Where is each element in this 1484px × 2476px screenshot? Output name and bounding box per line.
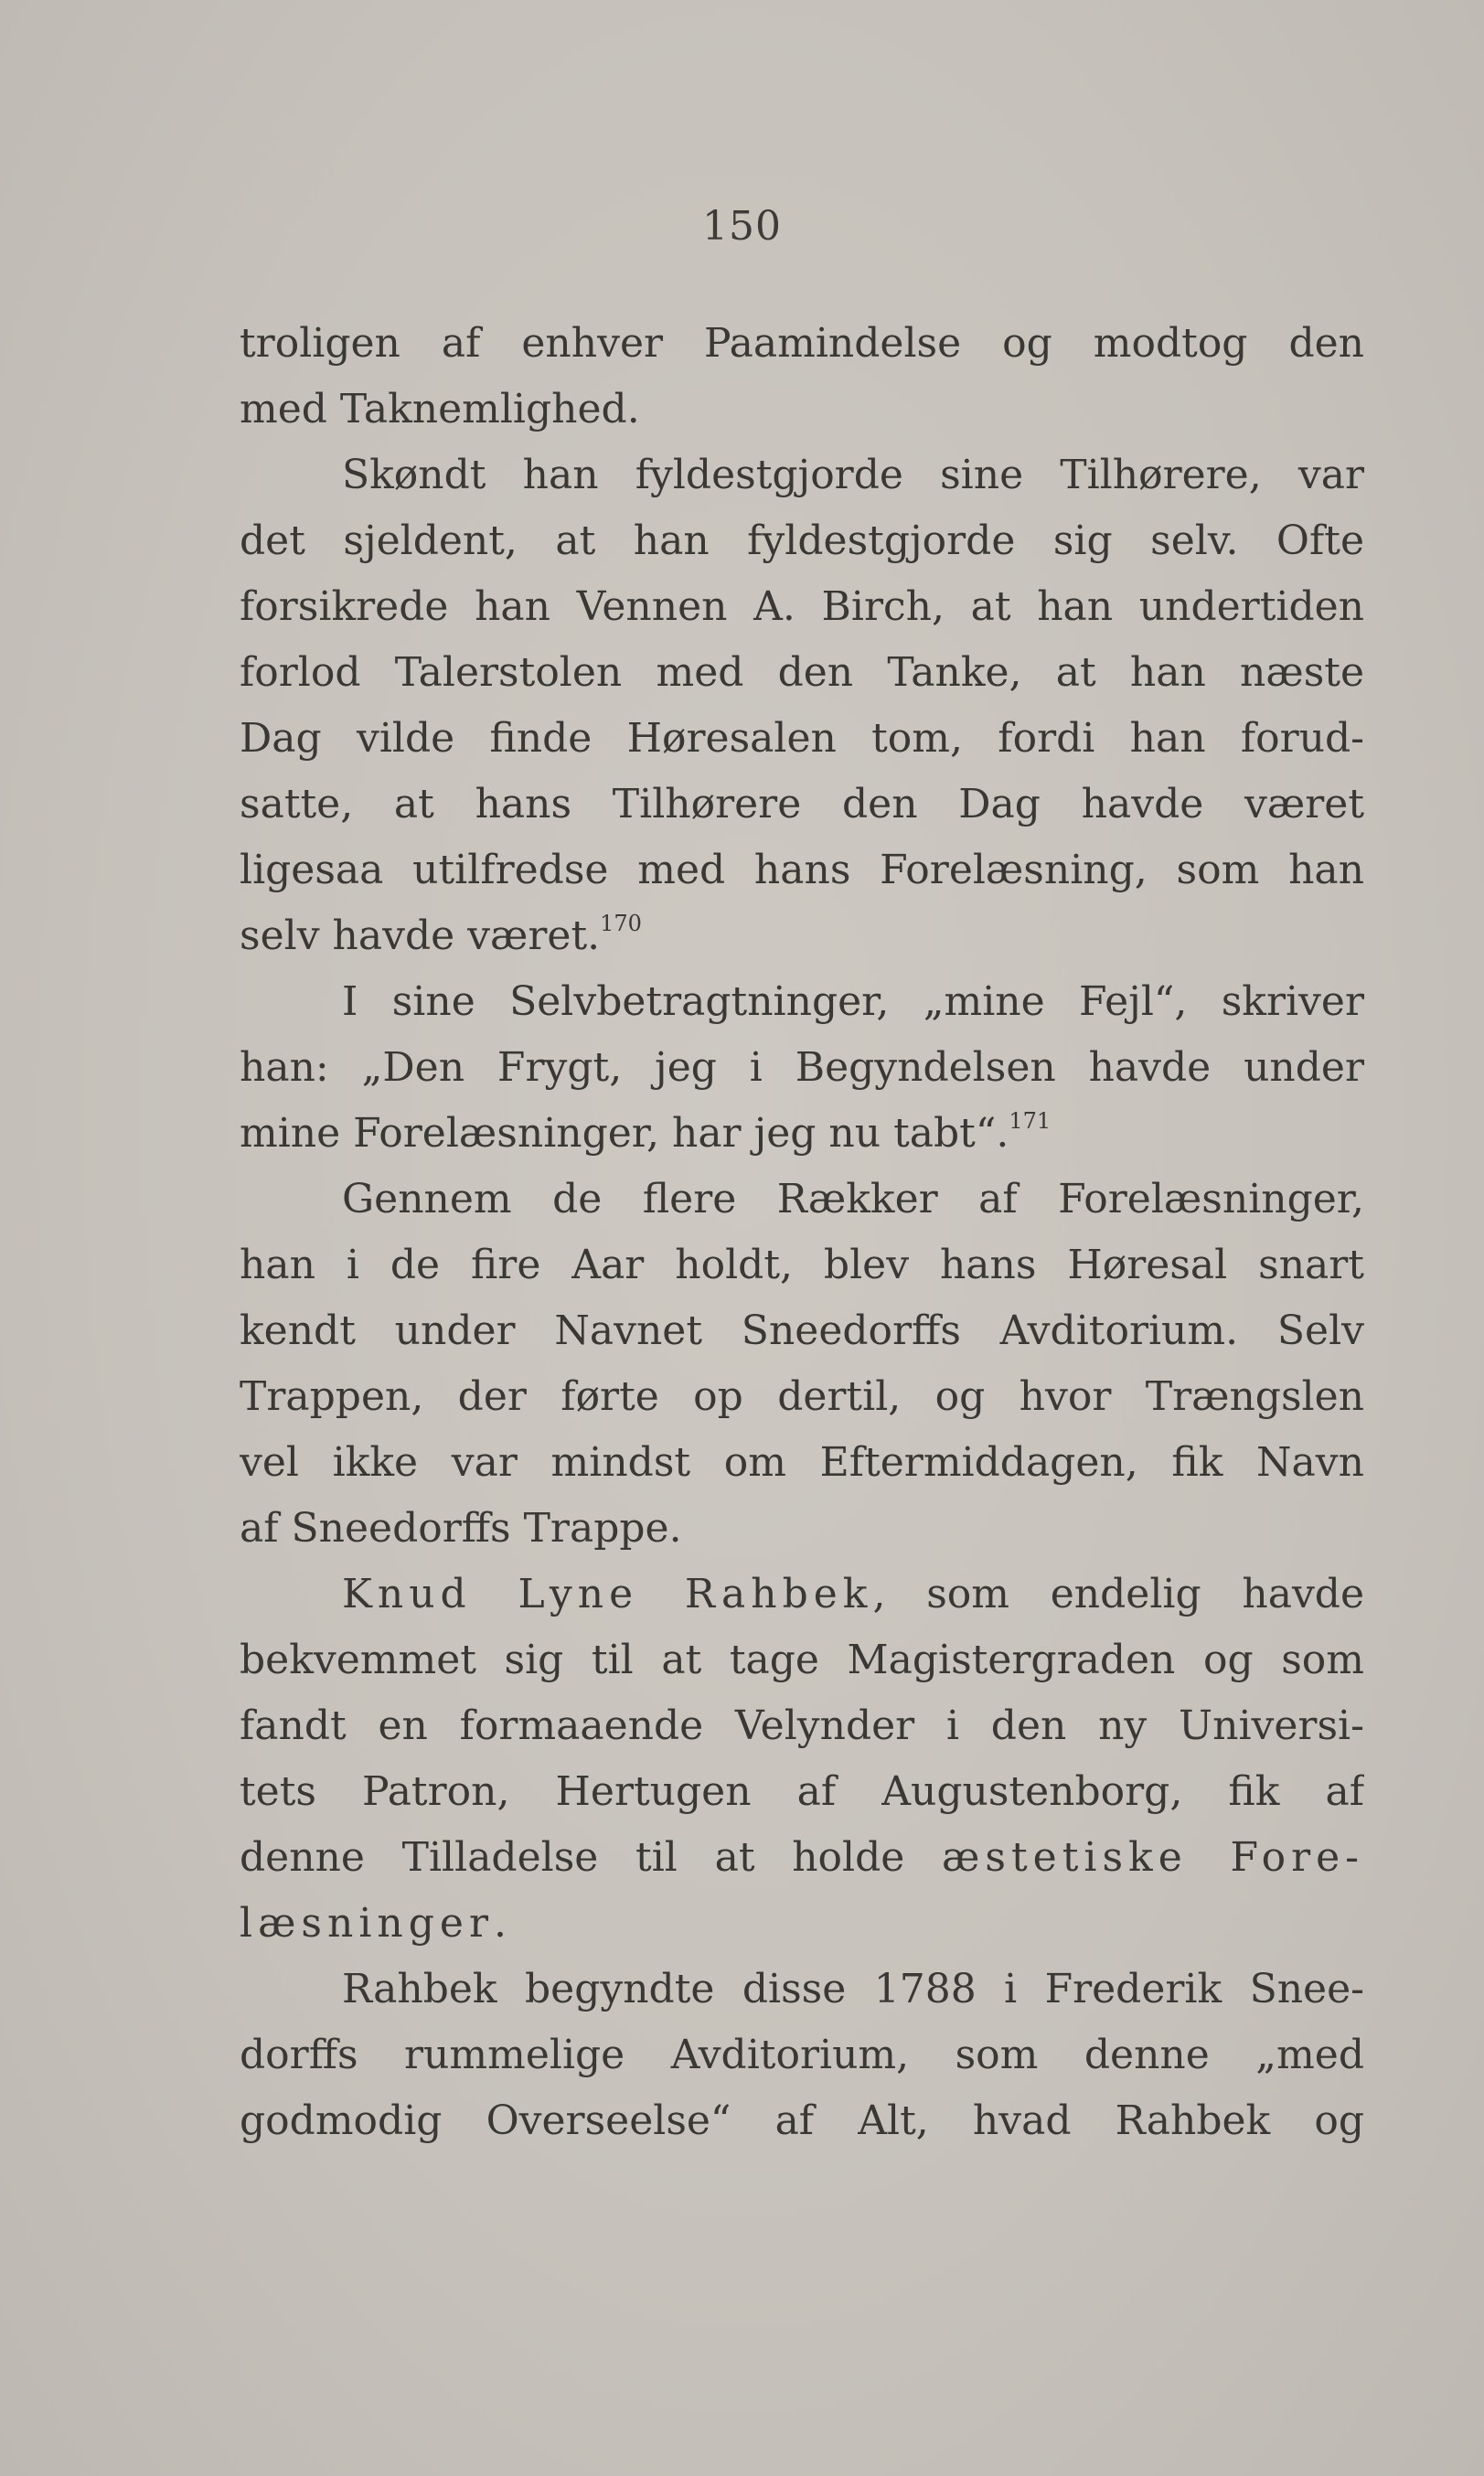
- text-line: tets Patron, Hertugen af Augustenborg, fik af: [240, 1768, 1364, 1815]
- text-line: Trappen, der førte op dertil, og hvor Trængslen: [240, 1373, 1364, 1420]
- text-line: Gennem de flere Rækker af Forelæsninger,: [342, 1176, 1364, 1222]
- text-line: Skøndt han fyldestgjorde sine Tilhørere, var: [342, 452, 1364, 498]
- text-line: dorffs rummelige Avditorium, som denne „med: [240, 2032, 1364, 2078]
- text-line: af Sneedorffs Trappe.: [240, 1505, 682, 1552]
- text-line: han i de fire Aar holdt, blev hans Høresal snart: [240, 1242, 1364, 1288]
- body-text: [240, 311, 1364, 2154]
- text-line: I sine Selvbetragtninger, „mine Fejl“, skriver: [342, 978, 1364, 1025]
- text-line: forsikrede han Vennen A. Birch, at han undertiden: [240, 583, 1364, 630]
- footnote-ref: 170: [600, 911, 642, 936]
- spaced-text: æstetiske Fore-: [942, 1834, 1364, 1881]
- text-line: [240, 1562, 1364, 1628]
- text-line: troligen af enhver Paamindelse og modtog den: [240, 320, 1364, 367]
- text-line: Dag vilde finde Høresalen tom, fordi han forud-: [240, 715, 1364, 762]
- text-line: med Taknemlighed.: [240, 386, 640, 432]
- text-line: [240, 1101, 1364, 1167]
- text-line: [240, 1825, 1364, 1891]
- text-line: vel ikke var mindst om Eftermiddagen, fik Navn: [240, 1439, 1364, 1486]
- spaced-name: Knud Lyne Rahbek: [342, 1571, 873, 1617]
- text-line: det sjeldent, at han fyldestgjorde sig selv. Ofte: [240, 518, 1364, 564]
- text-line: han: „Den Frygt, jeg i Begyndelsen havde under: [240, 1044, 1364, 1091]
- line-text: .: [494, 1900, 507, 1947]
- line-text: , som endelig havde: [872, 1571, 1364, 1617]
- text-line: satte, at hans Tilhørere den Dag havde været: [240, 781, 1364, 827]
- line-text: denne Tilladelse til at holde: [240, 1834, 943, 1881]
- page-number: 150: [702, 203, 782, 250]
- footnote-ref: 171: [1009, 1108, 1052, 1134]
- text-line: bekvemmet sig til at tage Magistergraden og som: [240, 1637, 1364, 1683]
- text-line: godmodig Overseelse“ af Alt, hvad Rahbek og: [240, 2097, 1364, 2144]
- line-text: selv havde været.: [240, 912, 601, 959]
- text-line: fandt en formaaende Velynder i den ny Universi-: [240, 1702, 1364, 1749]
- line-text: mine Forelæsninger, har jeg nu tabt“.: [240, 1110, 1009, 1157]
- text-line: [240, 1891, 1364, 1957]
- text-line: ligesaa utilfredse med hans Forelæsning, som han: [240, 847, 1364, 893]
- text-line: kendt under Navnet Sneedorffs Avditorium. Selv: [240, 1307, 1364, 1354]
- spaced-text: læsninger: [240, 1900, 494, 1947]
- text-line: Rahbek begyndte disse 1788 i Frederik Snee-: [342, 1966, 1364, 2012]
- text-line: [240, 903, 1364, 969]
- text-line: forlod Talerstolen med den Tanke, at han næste: [240, 649, 1364, 696]
